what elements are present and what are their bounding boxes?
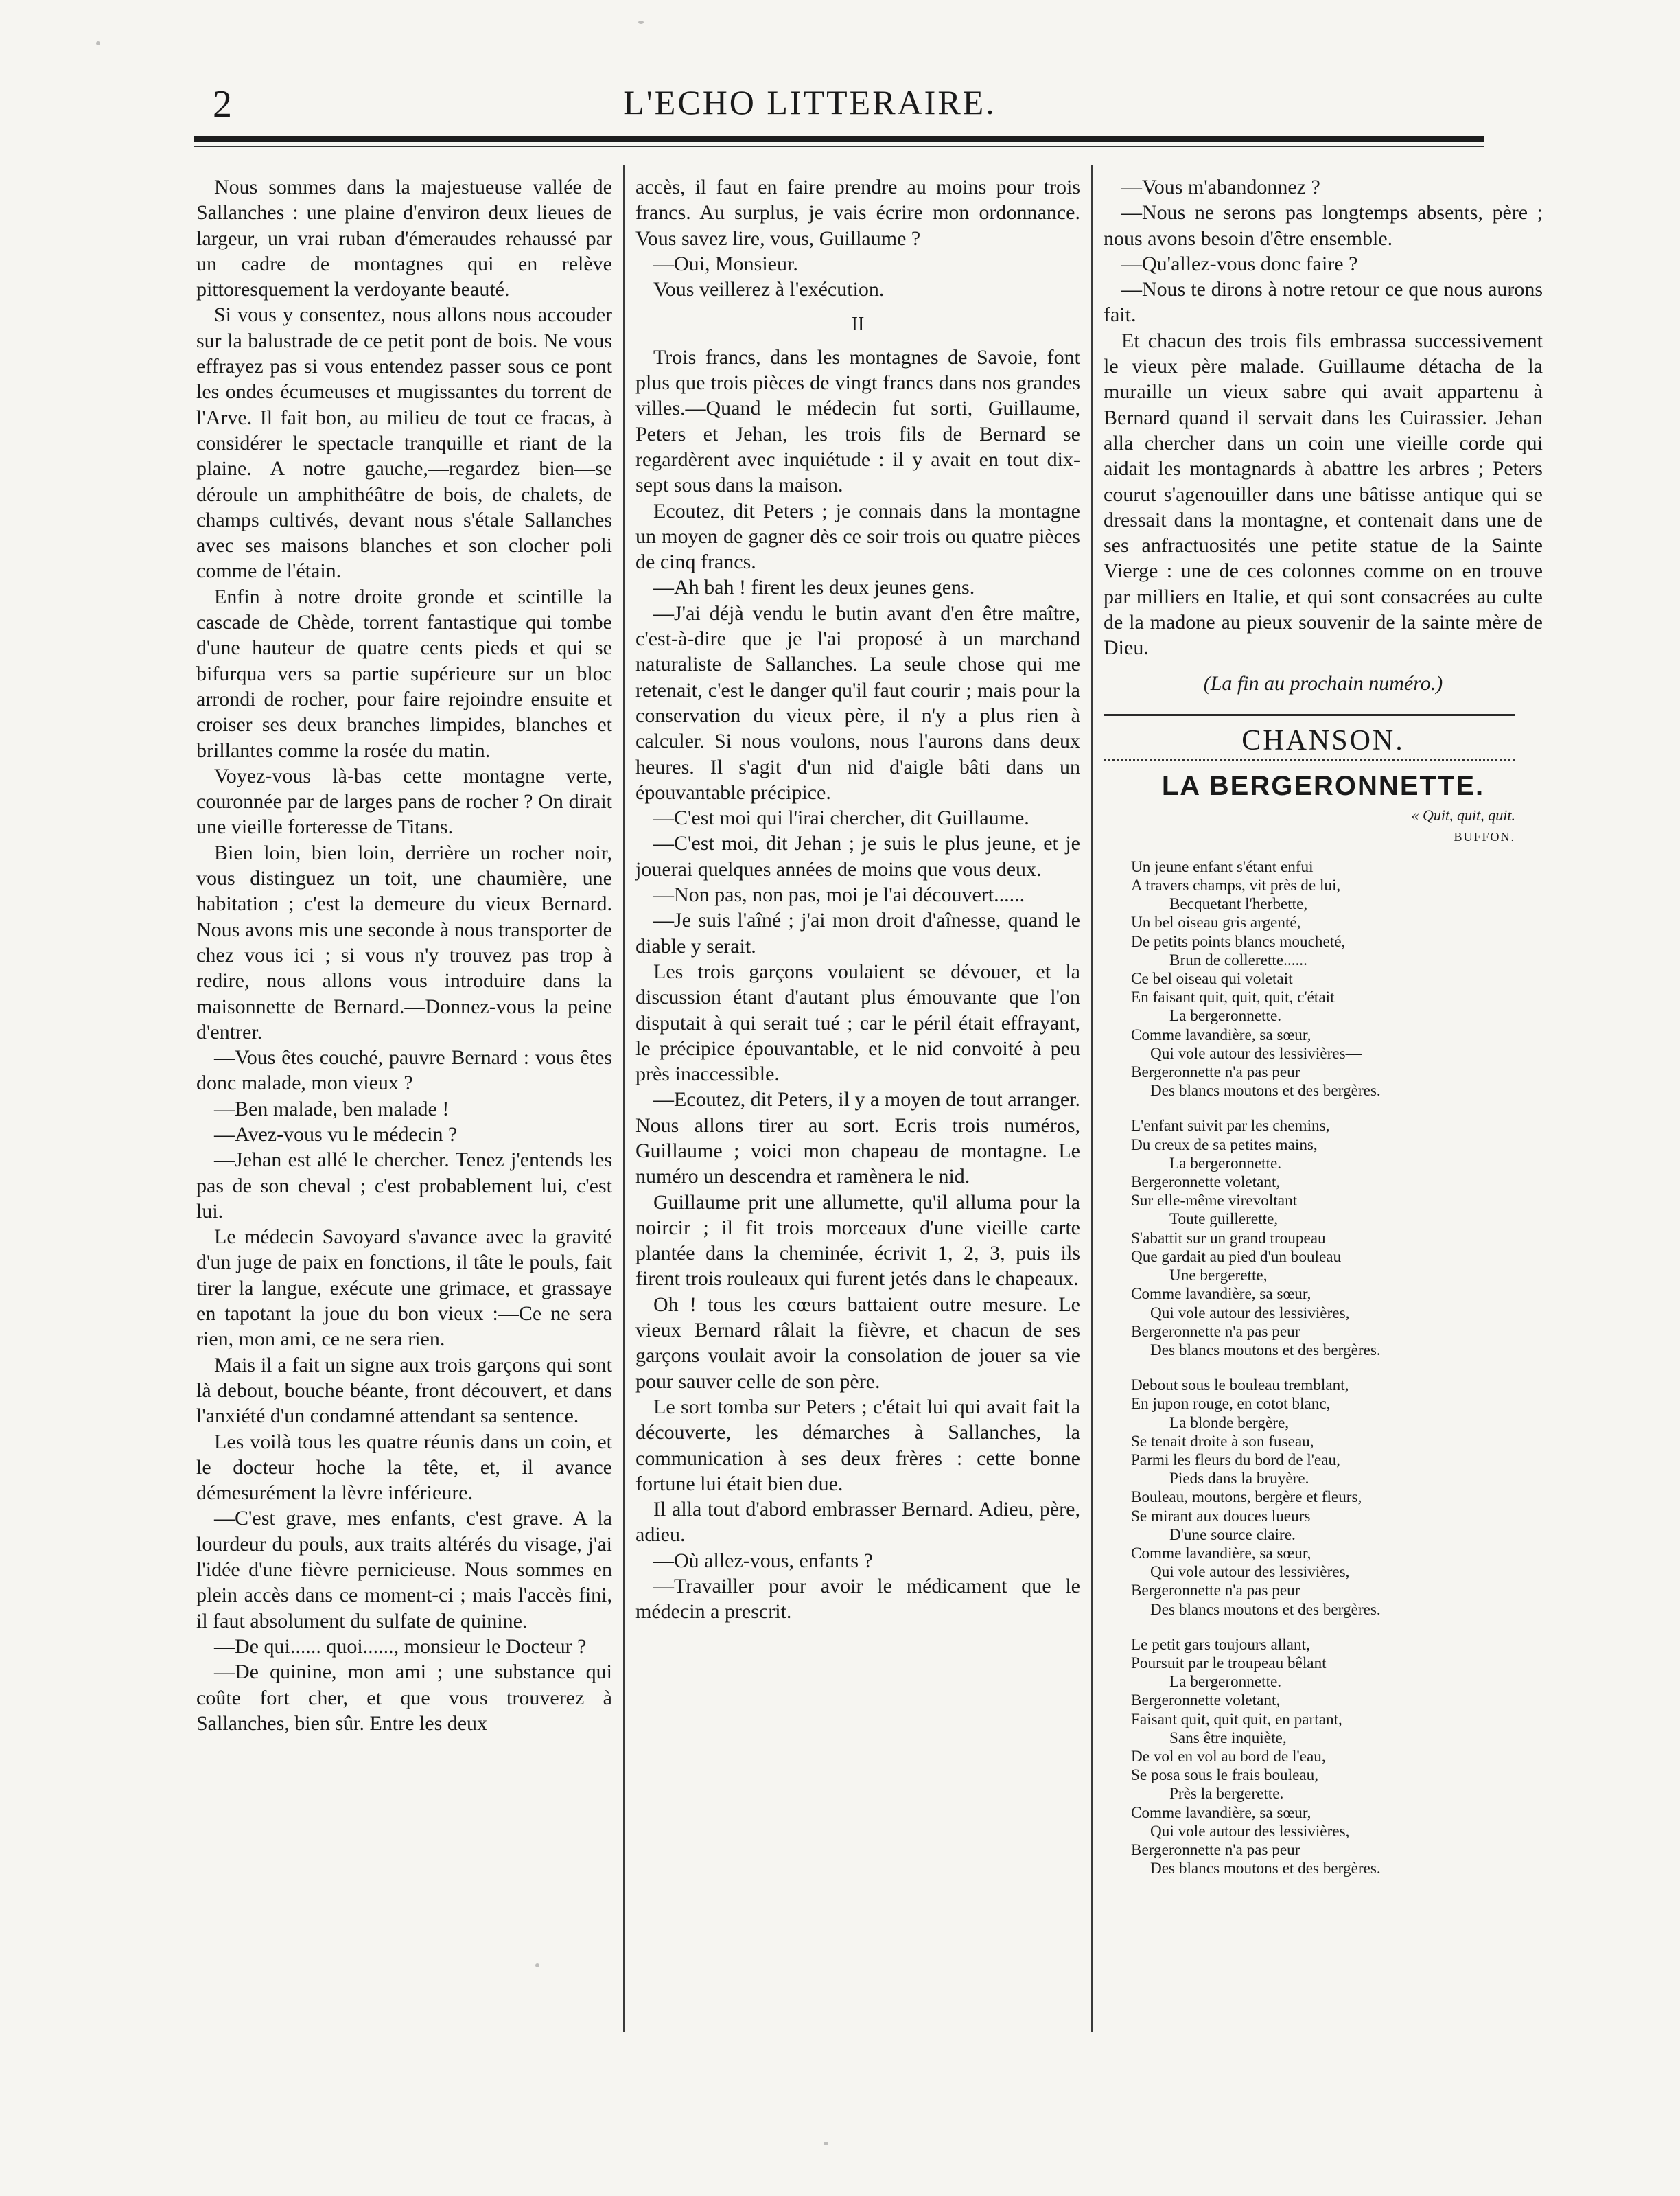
poem-line: L'enfant suivit par les chemins, bbox=[1131, 1117, 1330, 1135]
poem-line: Bergeronnette n'a pas peur bbox=[1131, 1322, 1300, 1341]
paragraph: —Qu'allez-vous donc faire ? bbox=[1121, 252, 1358, 275]
paragraph: Le médecin Savoyard s'avance avec la gravité d'un juge de paix en fonctions, il tâte le pouls, fait tirer la langue, exécute une grimace, et grassaye en tapotant la joue du bon vieux :—Ce ne sera rien, mon ami, ce ne sera rien. bbox=[196, 1225, 612, 1351]
poem-line: Comme lavandière, sa sœur, bbox=[1131, 1544, 1311, 1562]
epigraph: « Quit, quit, quit. bbox=[1411, 806, 1515, 824]
poem-line: Près la bergerette. bbox=[1169, 1785, 1284, 1803]
stanza bbox=[1131, 1636, 1543, 1879]
paragraph: Oh ! tous les cœurs battaient outre mesure. Le vieux Bernard râlait la fièvre, et chacun de ses garçons voulait avoir la consolation de jouer sa vie pour sauver celle de son père. bbox=[635, 1293, 1080, 1393]
paragraph: Les trois garçons voulaient se dévouer, et la discussion étant d'autant plus émouvante que l'on disputait à qui serait tué ; car le péril était effrayant, le précipice épouvantable, et le nid convoité à peu près inaccessible. bbox=[635, 960, 1080, 1086]
chanson-heading: CHANSON. bbox=[1241, 724, 1405, 756]
paragraph: Il alla tout d'abord embrasser Bernard. Adieu, père, adieu. bbox=[635, 1498, 1080, 1547]
poem-line: Comme lavandière, sa sœur, bbox=[1131, 1026, 1311, 1044]
poem-line: Bergeronnette voletant, bbox=[1131, 1173, 1281, 1192]
paragraph: —Travailler pour avoir le médicament que le médecin a prescrit. bbox=[635, 1575, 1080, 1623]
poem-line: Bouleau, moutons, bergère et fleurs, bbox=[1131, 1488, 1362, 1507]
print-speck bbox=[638, 21, 644, 24]
column-divider-2 bbox=[1091, 165, 1093, 2032]
column-3 bbox=[1104, 174, 1543, 1895]
poem-line: Se mirant aux douces lueurs bbox=[1131, 1507, 1311, 1525]
poem-line: Que gardait au pied d'un bouleau bbox=[1131, 1247, 1342, 1266]
paragraph: —De quinine, mon ami ; une substance qui coûte fort cher, et que vous trouverez à Sallanches, bien sûr. Entre les deux bbox=[196, 1661, 612, 1735]
poem-line: Faisant quit, quit quit, en partant, bbox=[1131, 1710, 1342, 1729]
poem-line: De vol en vol au bord de l'eau, bbox=[1131, 1747, 1326, 1766]
poem-line: La blonde bergère, bbox=[1169, 1413, 1290, 1432]
paragraph: —Je suis l'aîné ; j'ai mon droit d'aînesse, quand le diable y serait. bbox=[635, 909, 1080, 958]
stanza bbox=[1131, 1376, 1543, 1619]
paragraph: —Où allez-vous, enfants ? bbox=[653, 1549, 873, 1572]
paragraph: —C'est moi, dit Jehan ; je suis le plus jeune, et je jouerai quelques années de moins que vous deux. bbox=[635, 832, 1080, 881]
poem-line: La bergeronnette. bbox=[1169, 1007, 1282, 1026]
paragraph: Trois francs, dans les montagnes de Savoie, font plus que trois pièces de vingt francs dans nos grandes villes.—Quand le médecin fut sorti, Guillaume, Peters et Jehan, les trois fils de Bernard se regardèrent avec inquiétude : il y avait en tout dix-sept sous dans la maison. bbox=[635, 345, 1080, 497]
poem-line: Ce bel oiseau qui voletait bbox=[1131, 970, 1293, 989]
paragraph: —Vous êtes couché, pauvre Bernard : vous êtes donc malade, mon vieux ? bbox=[196, 1046, 612, 1095]
poem-line: Bergeronnette voletant, bbox=[1131, 1691, 1281, 1710]
poem-line: Poursuit par le troupeau bêlant bbox=[1131, 1654, 1327, 1672]
poem-line: Un bel oiseau gris argenté, bbox=[1131, 914, 1301, 932]
journal-title: L'ECHO LITTERAIRE. bbox=[623, 83, 996, 122]
poem-line: Toute guillerette, bbox=[1169, 1210, 1279, 1229]
poem-line: Des blancs moutons et des bergères. bbox=[1150, 1341, 1381, 1359]
paragraph: —Nous ne serons pas longtemps absents, père ; nous avons besoin d'être ensemble. bbox=[1104, 201, 1543, 250]
stanza bbox=[1131, 858, 1543, 1101]
poem-line: Brun de collerette...... bbox=[1169, 951, 1307, 969]
to-be-continued-note: (La fin au prochain numéro.) bbox=[1203, 671, 1443, 695]
poem-line: Qui vole autour des lessivières— bbox=[1150, 1044, 1362, 1063]
paragraph: —Avez-vous vu le médecin ? bbox=[214, 1122, 458, 1146]
poem-line: S'abattit sur un grand troupeau bbox=[1131, 1229, 1326, 1247]
poem-line: Des blancs moutons et des bergères. bbox=[1150, 1860, 1381, 1878]
poem-line: En faisant quit, quit, quit, c'était bbox=[1131, 989, 1335, 1007]
section-numeral: II bbox=[851, 314, 865, 336]
masthead-rule-thin bbox=[194, 146, 1484, 147]
poem-line: Parmi les fleurs du bord de l'eau, bbox=[1131, 1450, 1340, 1469]
paragraph: —Jehan est allé le chercher. Tenez j'entends les pas de son cheval ; c'est probablement lui, c'est lui. bbox=[196, 1148, 612, 1223]
column-2 bbox=[635, 174, 1080, 1625]
paragraph: —C'est grave, mes enfants, c'est grave. A la lourdeur du pouls, aux traits altérés du visage, j'ai l'idée d'une fièvre pernicieuse. Nous sommes en plein accès dans ce moment-ci ; mais l'accès fini, il faut absolument du sulfate de quinine. bbox=[196, 1507, 612, 1632]
paragraph: —Nous te dirons à notre retour ce que nous aurons fait. bbox=[1104, 278, 1543, 327]
paragraph: Vous veillerez à l'exécution. bbox=[653, 278, 885, 301]
paragraph: Et chacun des trois fils embrassa successivement le vieux père malade. Guillaume détacha de la muraille un vieux sabre qui avait appartenu à Bernard quand il servait dans les Cuirassier. Jehan alla chercher dans un coin une vieille corde qui aidait les montagnards à abattre les arbres ; Peters courut s'agenouiller dans une bâtisse antique qui se dressait dans la montagne, et contenait dans une de ses anfractuosités une petite statue de la Sainte Vierge : une de ces colonnes comme on en trouve par milliers en Italie, et qui sont consacrées au culte de la madone au pieux souvenir de la sainte mère de Dieu. bbox=[1104, 329, 1543, 660]
poem-line: Un jeune enfant s'étant enfui bbox=[1131, 857, 1314, 876]
paragraph: Les voilà tous les quatre réunis dans un coin, et le docteur hoche la tête, et, il avance démesurément la lèvre inférieure. bbox=[196, 1430, 612, 1505]
poem-line: Pieds dans la bruyère. bbox=[1169, 1470, 1309, 1488]
poem-line: Sur elle-même virevoltant bbox=[1131, 1192, 1298, 1210]
poem-line: Qui vole autour des lessivières, bbox=[1150, 1304, 1350, 1322]
poem-line: Sans être inquiète, bbox=[1169, 1729, 1287, 1747]
poem-line: Bergeronnette n'a pas peur bbox=[1131, 1063, 1300, 1082]
poem-line: Le petit gars toujours allant, bbox=[1131, 1635, 1310, 1654]
paragraph: Bien loin, bien loin, derrière un rocher noir, vous distinguez un toit, une chaumière, une habitation ; c'est la demeure du vieux Bernard. Nous avons mis une seconde à nous transporter de chez vous ici ; si vous n'y trouvez pas trop à redire, nous allons vous introduire dans la maisonnette de Bernard.—Donnez-vous la peine d'entrer. bbox=[196, 841, 612, 1043]
epigraph-author: BUFFON. bbox=[1454, 829, 1515, 844]
poem-line: Des blancs moutons et des bergères. bbox=[1150, 1082, 1381, 1100]
print-speck bbox=[535, 1963, 539, 1967]
paragraph: Enfin à notre droite gronde et scintille la cascade de Chède, torrent fantastique qui tombe d'une hauteur de quatre cents pieds et qui se bifurqua vers sa partie supérieure sur un bloc arrondi de rocher, pour faire rejoindre ensuite et croiser ses deux branches limpides, blanches et brillantes comme la rosée du matin. bbox=[196, 585, 612, 762]
paragraph: —Non pas, non pas, moi je l'ai découvert...... bbox=[653, 883, 1025, 907]
masthead bbox=[199, 77, 1421, 132]
poem-stanzas bbox=[1104, 858, 1543, 1879]
poem-line: De petits points blancs moucheté, bbox=[1131, 932, 1346, 951]
paragraph: Ecoutez, dit Peters ; je connais dans la montagne un moyen de gagner dès ce soir trois ou quatre pièces de cinq francs. bbox=[635, 499, 1080, 574]
poem-line: A travers champs, vit près de lui, bbox=[1131, 877, 1341, 895]
poem-line: La bergeronnette. bbox=[1169, 1673, 1282, 1691]
stanza bbox=[1131, 1117, 1543, 1360]
paragraph: —De qui...... quoi......, monsieur le Docteur ? bbox=[214, 1634, 587, 1658]
paragraph: —Vous m'abandonnez ? bbox=[1121, 176, 1320, 198]
song-title: LA BERGERONNETTE. bbox=[1161, 771, 1485, 802]
paragraph: —Oui, Monsieur. bbox=[653, 252, 798, 275]
paragraph: Guillaume prit une allumette, qu'il alluma pour la noircir ; il fit trois morceaux d'une vieille carte plantée dans la cheminée, écrivit 1, 2, 3, puis ils firent trois rouleaux qui furent jetés dans le chapeaux. bbox=[635, 1190, 1080, 1291]
ornament-rule bbox=[1104, 759, 1515, 761]
section-rule bbox=[1104, 714, 1515, 716]
poem-line: Comme lavandière, sa sœur, bbox=[1131, 1803, 1311, 1822]
paragraph: —C'est moi qui l'irai chercher, dit Guillaume. bbox=[653, 807, 1029, 830]
paragraph: Si vous y consentez, nous allons nous accouder sur la balustrade de ce petit pont de bois. Ne vous effrayez pas si vous entendez passer sous ce pont les ondes écumeuses et mugissantes du torrent de l'Arve. Il fait bon, au milieu de tout ce fracas, à considérer le spectacle tranquille et riant de la plaine. A notre gauche,—regardez bien—se déroule un amphithéâtre de bois, de chalets, de champs cultivés, devant nous s'étale Sallanches avec ses maisons blanches et son clocher poli comme de l'étain. bbox=[196, 303, 612, 583]
paragraph: —Ecoutez, dit Peters, il y a moyen de tout arranger. Nous allons tirer au sort. Ecris trois numéros, Guillaume ; voici mon chapeau de montagne. Le numéro un descendra et ramènera le nid. bbox=[635, 1088, 1080, 1188]
print-speck bbox=[824, 2142, 828, 2145]
poem-line: Se posa sous le frais bouleau, bbox=[1131, 1766, 1319, 1785]
poem-line: Qui vole autour des lessivières, bbox=[1150, 1563, 1350, 1582]
masthead-rule bbox=[194, 136, 1484, 142]
paragraph: Mais il a fait un signe aux trois garçons qui sont là debout, bouche béante, front découvert, et dans l'anxiété d'un condamné attendant sa sentence. bbox=[196, 1353, 612, 1428]
paragraph: —Ah bah ! firent les deux jeunes gens. bbox=[653, 576, 975, 599]
poem-line: En jupon rouge, en cotot blanc, bbox=[1131, 1395, 1331, 1413]
paragraph: —Ben malade, ben malade ! bbox=[214, 1097, 450, 1120]
poem-line: Du creux de sa petites mains, bbox=[1131, 1135, 1318, 1154]
poem-line: Bergeronnette n'a pas peur bbox=[1131, 1582, 1300, 1600]
poem-line: Une bergerette, bbox=[1169, 1267, 1268, 1285]
poem-line: D'une source claire. bbox=[1169, 1525, 1296, 1544]
paragraph: accès, il faut en faire prendre au moins pour trois francs. Au surplus, je vais écrire mon ordonnance. Vous savez lire, vous, Guillaume ? bbox=[635, 176, 1080, 250]
poem-line: Becquetant l'herbette, bbox=[1169, 895, 1308, 914]
poem-line: Se tenait droite à son fuseau, bbox=[1131, 1432, 1314, 1450]
paragraph: Voyez-vous là-bas cette montagne verte, couronnée par de larges pans de rocher ? On dirait une vieille forteresse de Titans. bbox=[196, 764, 612, 839]
column-divider-1 bbox=[623, 165, 625, 2032]
page-number: 2 bbox=[213, 83, 232, 126]
paragraph: Le sort tomba sur Peters ; c'était lui qui avait fait la découverte, les démarches à Sallanches, la communication à ses deux frères : cette bonne fortune lui était bien due. bbox=[635, 1395, 1080, 1495]
poem-line: Bergeronnette n'a pas peur bbox=[1131, 1840, 1300, 1859]
poem-line: Qui vole autour des lessivières, bbox=[1150, 1822, 1350, 1840]
paragraph: Nous sommes dans la majestueuse vallée de Sallanches : une plaine d'environ deux lieues de largeur, un vrai ruban d'émeraudes rehaussé par un cadre de montagnes qui en relève pittoresquement la verdoyante beauté. bbox=[196, 176, 612, 301]
print-speck bbox=[1510, 288, 1513, 294]
poem-line: La bergeronnette. bbox=[1169, 1154, 1282, 1172]
poem-line: Comme lavandière, sa sœur, bbox=[1131, 1285, 1311, 1304]
column-1 bbox=[196, 174, 612, 1736]
poem-line: Des blancs moutons et des bergères. bbox=[1150, 1600, 1381, 1619]
paragraph: —J'ai déjà vendu le butin avant d'en être maître, c'est-à-dire que je l'ai proposé à un marchand naturaliste de Sallanches. La seule chose qui me retenait, c'est le danger qu'il faut courir ; mais pour la conservation du vieux père, il n'y a plus rien à calculer. Si nous voulons, nous l'aurons dans deux heures. Il s'agit d'un nid d'aigle bâti dans un épouvantable précipice. bbox=[635, 601, 1080, 804]
poem-line: Debout sous le bouleau tremblant, bbox=[1131, 1376, 1349, 1395]
print-speck bbox=[96, 41, 100, 45]
